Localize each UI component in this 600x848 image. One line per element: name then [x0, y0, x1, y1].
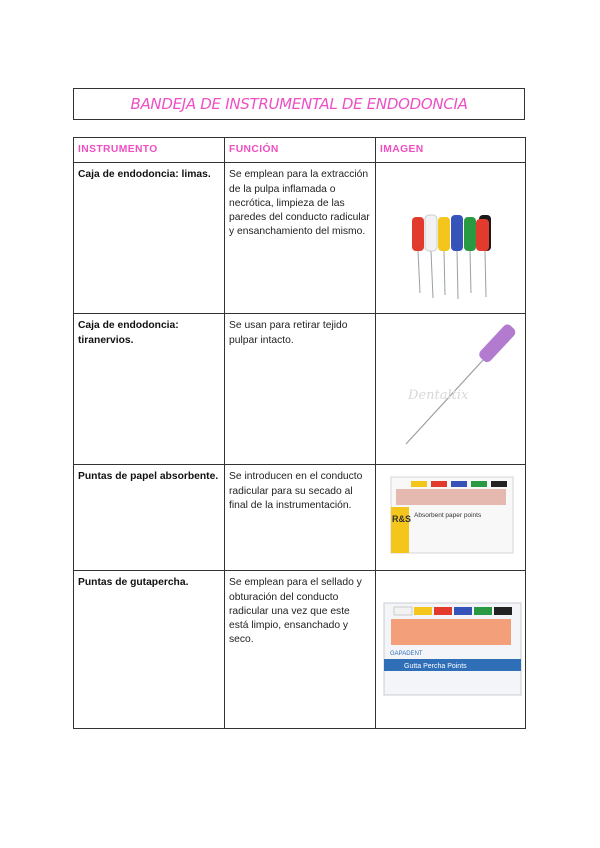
image-files — [376, 163, 526, 314]
table-row — [74, 571, 526, 729]
watermark: Dentaltix — [408, 388, 469, 404]
paper-box-brand: R&S — [392, 514, 412, 525]
instrument-name: Puntas de gutapercha. — [74, 571, 225, 729]
gutta-percha-box-image — [376, 571, 526, 721]
title-box — [73, 88, 525, 120]
instrument-function: Se emplean para la extracción de la pulpa inflamada o necrótica, limpieza de las paredes del conducto radicular y ensanchamiento del mismo. — [225, 163, 376, 314]
gutta-box-brand: GAPADENT — [390, 651, 423, 658]
instrument-table — [73, 137, 526, 729]
instrument-function: Se emplean para el sellado y obturación del conducto radicular una vez que este está limpio, ensanchado y seco. — [225, 571, 376, 729]
instrument-name: Caja de endodoncia: limas. — [74, 163, 225, 314]
page-title: BANDEJA DE INSTRUMENTAL DE ENDODONCIA — [130, 95, 468, 113]
table-row — [74, 163, 526, 314]
barbed-broach-image — [376, 314, 526, 464]
instrument-name: Caja de endodoncia: tiranervios. — [74, 314, 225, 465]
table-row — [74, 465, 526, 571]
image-gutta-percha — [376, 571, 526, 729]
header-instrumento: INSTRUMENTO — [74, 138, 225, 163]
header-imagen: IMAGEN — [376, 138, 526, 163]
paper-points-box-image — [376, 465, 526, 570]
image-barbed-broach — [376, 314, 526, 465]
header-row — [74, 138, 526, 163]
instrument-function: Se introducen en el conducto radicular para su secado al final de la instrumentación. — [225, 465, 376, 571]
endodontic-files-image — [376, 163, 526, 313]
header-funcion: FUNCIÓN — [225, 138, 376, 163]
gutta-box-label: Gutta Percha Points — [404, 663, 467, 671]
table-row — [74, 314, 526, 465]
instrument-name: Puntas de papel absorbente. — [74, 465, 225, 571]
instrument-function: Se usan para retirar tejido pulpar intacto. — [225, 314, 376, 465]
image-paper-points — [376, 465, 526, 571]
paper-box-label: Absorbent paper points — [414, 512, 482, 520]
